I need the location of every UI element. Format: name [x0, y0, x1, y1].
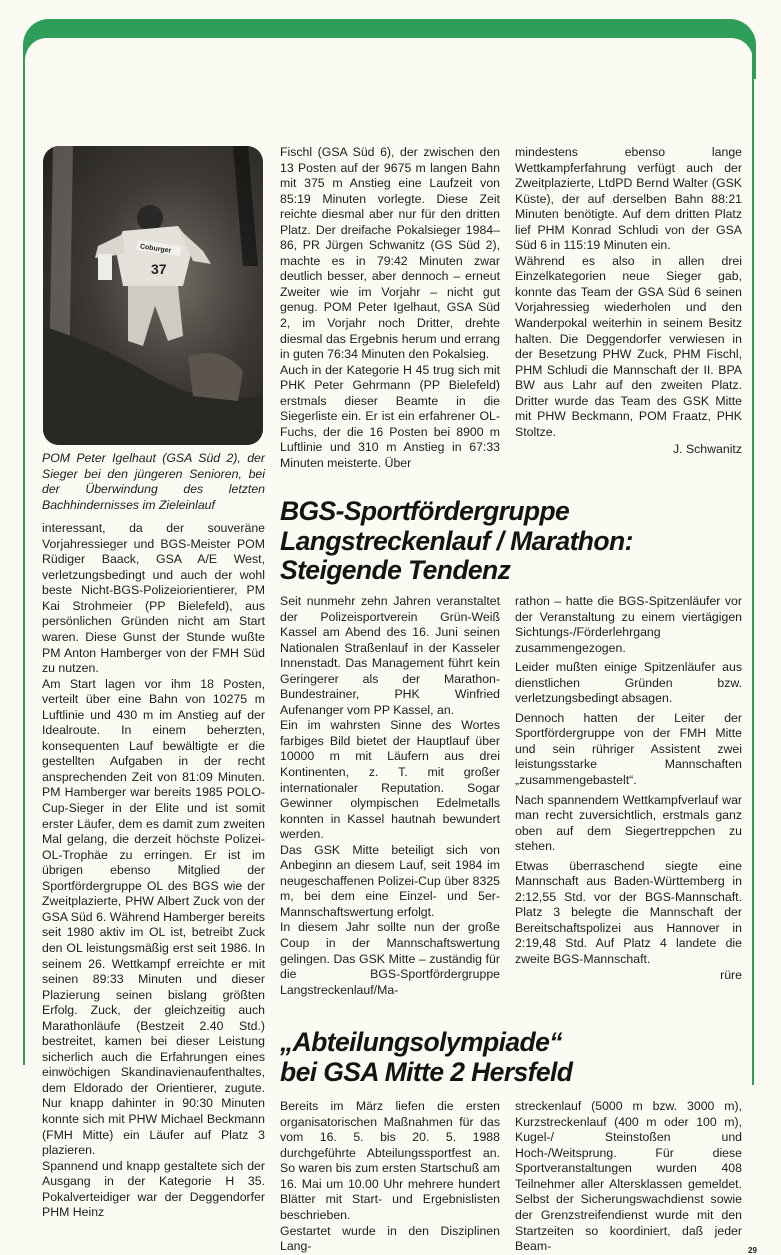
article3-headline: [280, 1028, 742, 1087]
paragraph: Gestartet wurde in den Disziplinen Lang-: [280, 1223, 500, 1254]
runner-illustration: [43, 146, 263, 445]
author-signature: rüre: [720, 967, 742, 982]
bib-sponsor: Coburger: [139, 243, 172, 255]
frame-right-rule: [752, 50, 754, 1085]
page-number: 29: [748, 1245, 757, 1255]
bib-number: 37: [151, 261, 167, 277]
runner-photo: [43, 146, 263, 445]
paragraph: Etwas überraschend siegte eine Mannschaft aus Baden-Württemberg in 2:12,55 Std. vor der BGS-Mannschaft. Platz 3 belegte die Mannschaft der Bereitschaftspolizei aus Hannover in 2:19,48 Std. Auf Platz 4 landete die zweite BGS-Mannschaft.: [515, 858, 742, 967]
article1-middle-column: [280, 145, 500, 471]
headline-line: bei GSA Mitte 2 Hersfeld: [280, 1056, 573, 1087]
article1-right-column: [515, 145, 742, 458]
photo-caption: [42, 451, 265, 513]
paragraph: rathon – hatte die BGS-Spitzenläufer vor der Veranstaltung zu einem viertägigen Sichtungs-/Förderlehrgang zusammengezogen.: [515, 593, 742, 655]
article2-columns: [280, 594, 742, 998]
paragraph: In diesem Jahr sollte nun der große Coup in der Mannschaftswertung gelingen. Das GSK Mitte – zuständig für die BGS-Sportfördergruppe Langstreckenlauf/Ma-: [280, 920, 500, 997]
paragraph: Spannend und knapp gestaltete sich der Ausgang in der Kategorie H 35. Pokalverteidiger war der Deggendorfer PHM Heinz: [42, 1158, 265, 1220]
article2-headline: [280, 497, 742, 586]
paragraph: Bereits im März liefen die ersten organisatorischen Maßnahmen für das vom 16. 5. bis 20. 5. 1988 durchgeführte Abteilungssportfest an. So waren bis zum ersten Startschuß am 16. Mai um 10.00 Uhr mehrere hundert Blätter mit Start- und Ergebnislisten beschrieben.: [280, 1099, 500, 1223]
article3-columns: [280, 1099, 757, 1255]
author-signature: J. Schwanitz: [672, 442, 742, 457]
headline-line: „Abteilungsolympiade“: [280, 1027, 562, 1058]
frame-left-rule: [23, 50, 25, 1065]
caption-text: POM Peter Igelhaut (GSA Süd 2), der Sieger bei den jüngeren Senioren, bei der Überwindung des letzten Bachhindernisses im Zieleinlauf: [42, 451, 265, 512]
headline-line: Steigende Tendenz: [280, 555, 511, 586]
paragraph: Das GSK Mitte beteiligt sich von Anbeginn an diesem Lauf, seit 1984 im neugeschaffenen Polizei-Cup über 8325 m, bei dem eine Einzel- und 5er-Mannschaftswertung erfolgt.: [280, 842, 500, 919]
paragraph: Während es also in allen drei Einzelkategorien neue Sieger gab, konnte das Team der GSA Süd 6 seinen Vorjahressieg wiederholen und den Wanderpokal weiterhin in seinem Besitz halten. Die Deggendorfer verwiesen in der Besetzung PHW Zuck, PHM Fischl, PHM Schludi die Mannschaft der II. BPA BW aus Lahr auf den zweiten Platz. Dritter wurde das Team des GSK Mitte mit PHW Beckmann, POM Fraatz, PHK Stoltze.: [515, 253, 742, 439]
paragraph: Am Start lagen vor ihm 18 Posten, verteilt über eine Bahn von 10275 m Luftlinie und 430 m im Anstieg auf der Idealroute. In einem beherzten, konsequenten Lauf bewältigte er die gestellten Aufgaben in der recht ansprechenden Zeit von 81:09 Minuten. PM Hamberger war bereits 1985 POLO-Cup-Sieger in der Elite und ist somit erster Läufer, dem es damit zum zweiten Mal gelang, die derzeit höchste Polizei-OL-Trophäe zu erringen. Er ist im übrigen ebenso Mitglied der Sportfördergruppe OL des BGS wie der Zweitplazierte, PHW Albert Zuck von der GSA Süd 6. Während Hamberger bereits seit 1980 aktiv im OL ist, betreibt Zuck den OL leistungsmäßig erst seit 1986. In seinem 26. Wettkampf erreichte er mit seinen 89:33 Minuten und dieser Plazierung seinen bislang größten Erfolg. Zuck, der gleichzeitig auch Marathonläufe (Bestzeit 2.40 Std.) bestreitet, kamen bei dieser Leistung sicherlich auch die Erfahrungen eines einwöchigen Skandinavienaufenthaltes, dem Eldorado der Orientierer, zugute. Nur knapp dahinter in 90:30 Minuten konnte sich mit PHW Michael Beckmann (FMH Mitte) ein Läufer auf Platz 3 plazieren.: [42, 676, 265, 1158]
paragraph: Dennoch hatten der Leiter der Sportfördergruppe von der FMH Mitte und sein rühriger Assistent zwei leistungsstarke Mannschaften „zusammengebastelt“.: [515, 710, 742, 787]
paragraph: interessant, da der souveräne Vorjahressieger und BGS-Meister POM Rüdiger Baack, GSA A/E West, verletzungsbedingt und auch der wohl beste Nicht-BGS-Polizeiorientierer, PM Kai Strohmeier (PP Bielefeld), aus persönlichen Gründen nicht am Start waren. Diese Gunst der Stunde wußte PM Anton Hamberger von der FMH Süd zu nutzen.: [42, 521, 265, 676]
article1-columns: [280, 145, 742, 471]
paragraph: Ein im wahrsten Sinne des Wortes farbiges Bild bietet der Hauptlauf über 10000 m mit Läufern aus drei Kontinenten, z. T. mit großer internationaler Reputation. Sogar Gewinner olympischen Edelmetalls konnten in Kassel hautnah bewundert werden.: [280, 718, 500, 842]
paragraph: Seit nunmehr zehn Jahren veranstaltet der Polizeisportverein Grün-Weiß Kassel am Abend des 16. Juni seinen Nationalen Straßenlauf in der Kasseler Innenstadt. Das Management führt kein Geringerer als der Marathon-Bundestrainer, PHK Winfried Aufenanger vom PP Kassel, an.: [280, 593, 500, 717]
paragraph: Fischl (GSA Süd 6), der zwischen den 13 Posten auf der 9675 m langen Bahn mit 375 m Anstieg eine Laufzeit von 85:19 Minuten vorlegte. Diese Zeit reichte diesmal aber nur für den dritten Platz. Der dreifache Pokalsieger 1984–86, PR Jürgen Schwanitz (GS Süd 2), machte es in 79:42 Minuten zwar deutlich besser, aber dennoch – erneut Zweiter wie im Vorjahr – nicht gut genug. POM Peter Igelhaut, GSA Süd 2, im Vorjahr noch Dritter, drehte diesmal das Ergebnis herum und errang in guten 76:34 Minuten den Pokalsieg.: [280, 145, 500, 362]
article1-left-column: [42, 521, 265, 1221]
headline-line: BGS-Sportfördergruppe: [280, 496, 570, 527]
article3-right-column: [515, 1099, 742, 1254]
article2-middle-column: [280, 594, 500, 998]
paragraph: Leider mußten einige Spitzenläufer aus dienstlichen Gründen bzw. verletzungsbedingt absagen.: [515, 660, 742, 706]
article3-middle-column: [280, 1099, 500, 1254]
paragraph: streckenlauf (5000 m bzw. 3000 m), Kurzstreckenlauf (400 m oder 100 m), Kugel-/ Steinstoßen und Hoch-/Weitsprung. Für diese Sportveranstaltungen wurden 408 Teilnehmer aller Altersklassen gemeldet. Selbst der Sicherungswachdienst sowie der Grenzstreifendienst wurde mit den Startzeiten so koordiniert, daß jeder Beam-: [515, 1099, 742, 1254]
right-region: [280, 145, 757, 1255]
headline-line: Langstreckenlauf / Marathon:: [280, 525, 633, 556]
paragraph: mindestens ebenso lange Wettkampferfahrung verfügt auch der Zweitplazierte, LtdPD Bernd Walter (GSK Küste), der auf derselben Bahn 88:21 Minuten benötigte. Auf dem dritten Platz lief PHM Konrad Schludi von der GSA Süd 6 in 115:19 Minuten ein.: [515, 145, 742, 253]
paragraph: Auch in der Kategorie H 45 trug sich mit PHK Peter Gehrmann (PP Bielefeld) erstmals dieser Beamte in die Siegerliste ein. Er ist ein erfahrener OL-Fuchs, der die 16 Posten bei 8900 m Luftlinie und 310 m Anstieg in 67:33 Minuten meisterte. Über: [280, 362, 500, 470]
left-region: [42, 146, 265, 1221]
article2-right-column: [515, 594, 742, 983]
paragraph: Nach spannendem Wettkampfverlauf war man recht zuversichtlich, erstmals ganz oben auf dem Siegertreppchen zu stehen.: [515, 792, 742, 854]
